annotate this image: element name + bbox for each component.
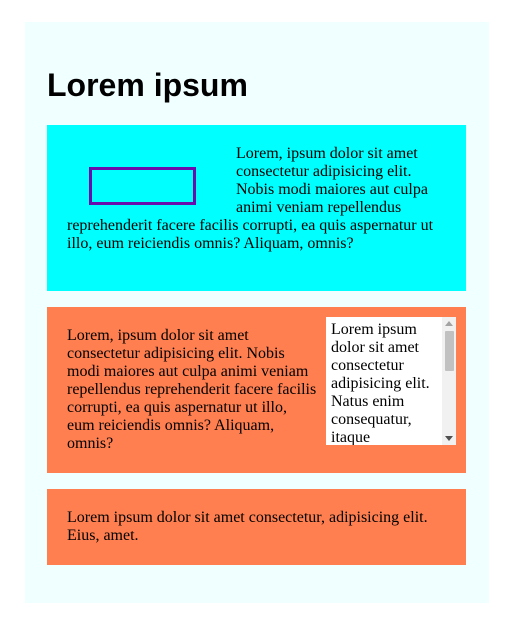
scrollable-text: Lorem ipsum dolor sit amet consectetur adipisicing elit. Natus enim consequatur, itaque: [331, 321, 430, 445]
cyan-box: [47, 125, 466, 291]
scrollbar-thumb[interactable]: [445, 331, 454, 371]
coral-box-short: [47, 489, 466, 565]
cyan-box-text: Lorem, ipsum dolor sit amet consectetur adipisicing elit. Nobis modi maiores aut culpa animi veniam repellendus reprehenderit facere facilis corrupti, ea quis aspernatur ut illo, eum reiciendis omnis? Aliquam, omnis?: [67, 145, 434, 252]
vertical-scrollbar[interactable]: [442, 317, 456, 445]
short-box-text: Lorem ipsum dolor sit amet consectetur, adipisicing elit. Eius, amet.: [67, 509, 428, 544]
floated-outline-box: [89, 167, 196, 205]
page-container: [25, 22, 489, 603]
coral-box-with-scroll: [47, 307, 466, 473]
page-title: Lorem ipsum: [47, 67, 248, 103]
scroll-down-arrow-icon[interactable]: [445, 436, 453, 441]
scrollable-text-box[interactable]: [326, 317, 456, 445]
coral-box-text: Lorem, ipsum dolor sit amet consectetur adipisicing elit. Nobis modi maiores aut culpa animi veniam repellendus reprehenderit facere facilis corrupti, ea quis aspernatur ut illo, eum reiciendis omnis? Aliquam, omnis?: [67, 327, 317, 452]
scroll-up-arrow-icon[interactable]: [445, 321, 453, 326]
